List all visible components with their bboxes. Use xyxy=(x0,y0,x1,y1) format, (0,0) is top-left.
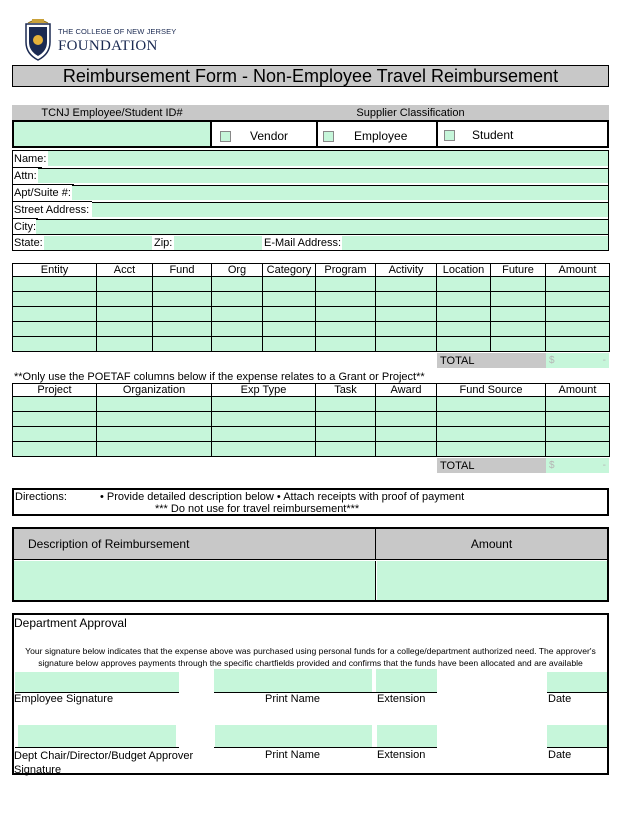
col-amount: Amount xyxy=(546,384,610,397)
poetaf-table xyxy=(12,383,610,457)
date-label-2: Date xyxy=(548,749,572,761)
table-row xyxy=(13,307,610,322)
apt-suite-field[interactable] xyxy=(72,185,608,200)
col-program: Program xyxy=(316,264,376,277)
vendor-option[interactable] xyxy=(220,129,288,143)
employee-extension-field[interactable] xyxy=(376,669,437,692)
poetaf-header-row xyxy=(13,384,610,397)
page-title: Reimbursement Form - Non-Employee Travel Reimbursement xyxy=(12,65,609,87)
chartfield-total-value xyxy=(546,353,609,368)
print-name-label-2: Print Name xyxy=(265,749,321,761)
employee-option[interactable] xyxy=(323,129,407,143)
total-amount: - xyxy=(602,460,606,471)
extension-label: Extension xyxy=(377,693,426,705)
col-exp-type: Exp Type xyxy=(212,384,316,397)
name-field[interactable] xyxy=(48,151,608,166)
email-field[interactable] xyxy=(342,236,608,250)
col-fund: Fund xyxy=(153,264,212,277)
approver-signature-label: Dept Chair/Director/Budget Approver Signature xyxy=(14,750,194,776)
approval-text-line2: signature below approves payments through the specific chartfields provided and confirms that the funds have been allocated and are available xyxy=(38,658,583,668)
logo-text-college: THE COLLEGE OF NEW JERSEY xyxy=(58,27,177,36)
student-label: Student xyxy=(472,128,514,142)
currency-symbol: $ xyxy=(549,460,555,471)
poetaf-note: **Only use the POETAF columns below if the expense relates to a Grant or Project** xyxy=(14,371,425,383)
directions-box xyxy=(12,488,609,516)
approval-text-line1: Your signature below indicates that the expense above was purchased using personal funds for a college/department authorized need. The approver's xyxy=(25,646,596,656)
date-label: Date xyxy=(548,693,572,705)
employee-id-header: TCNJ Employee/Student ID# xyxy=(12,105,212,120)
col-project: Project xyxy=(13,384,97,397)
poetaf-total-value xyxy=(546,458,609,473)
table-row xyxy=(13,427,610,442)
col-organization: Organization xyxy=(97,384,212,397)
chartfield-header-row xyxy=(13,264,610,277)
supplier-classification-header: Supplier Classification xyxy=(212,105,609,120)
street-address-field[interactable] xyxy=(92,202,608,217)
email-label: E-Mail Address: xyxy=(264,237,342,249)
chartfield-table xyxy=(12,263,610,352)
table-row xyxy=(13,337,610,352)
table-row xyxy=(13,442,610,457)
employee-label: Employee xyxy=(354,129,408,143)
zip-field[interactable] xyxy=(174,236,262,250)
description-header: Description of Reimbursement xyxy=(14,529,376,560)
extension-label-2: Extension xyxy=(377,749,426,761)
poetaf-total-label: TOTAL xyxy=(437,458,546,473)
description-field[interactable] xyxy=(14,561,376,600)
zip-label: Zip: xyxy=(154,237,173,249)
directions-label: Directions: xyxy=(15,491,67,503)
employee-signature-field[interactable] xyxy=(15,672,179,692)
college-seal-icon xyxy=(22,18,54,62)
total-amount: - xyxy=(602,355,606,366)
table-row xyxy=(13,277,610,292)
col-location: Location xyxy=(437,264,491,277)
approver-signature-field[interactable] xyxy=(18,725,176,747)
currency-symbol: $ xyxy=(549,355,555,366)
state-field[interactable] xyxy=(44,236,152,250)
table-row xyxy=(13,322,610,337)
state-label: State: xyxy=(14,237,43,249)
employee-id-field[interactable] xyxy=(12,120,212,148)
city-field[interactable] xyxy=(36,219,608,234)
foundation-logo xyxy=(22,18,177,64)
amount-header: Amount xyxy=(376,529,607,560)
print-name-label: Print Name xyxy=(265,693,321,705)
employee-checkbox[interactable] xyxy=(323,131,334,142)
attn-label: Attn: xyxy=(12,167,42,184)
chartfield-total-label: TOTAL xyxy=(437,353,546,368)
directions-line1: • Provide detailed description below • Attach receipts with proof of payment xyxy=(100,491,465,503)
employee-print-name-field[interactable] xyxy=(214,669,372,692)
street-address-label: Street Address: xyxy=(12,201,92,218)
apt-suite-label: Apt/Suite #: xyxy=(12,184,74,201)
approver-extension-field[interactable] xyxy=(377,725,437,747)
approver-print-name-field[interactable] xyxy=(215,725,372,747)
employee-date-field[interactable] xyxy=(547,672,607,692)
vendor-label: Vendor xyxy=(250,129,289,143)
col-award: Award xyxy=(376,384,437,397)
col-org: Org xyxy=(212,264,263,277)
amount-field[interactable] xyxy=(377,561,607,600)
attn-field[interactable] xyxy=(38,168,608,183)
directions-line2: *** Do not use for travel reimbursement*** xyxy=(155,503,360,515)
student-checkbox[interactable] xyxy=(444,130,455,141)
city-label: City: xyxy=(12,218,38,235)
table-row xyxy=(13,412,610,427)
col-acct: Acct xyxy=(97,264,153,277)
table-row xyxy=(13,292,610,307)
col-activity: Activity xyxy=(376,264,437,277)
name-label: Name: xyxy=(14,152,47,165)
employee-signature-label: Employee Signature xyxy=(14,693,114,705)
approver-date-field[interactable] xyxy=(547,725,607,747)
approval-title: Department Approval xyxy=(14,616,127,630)
col-future: Future xyxy=(491,264,546,277)
logo-text-foundation: FOUNDATION xyxy=(58,38,158,54)
col-entity: Entity xyxy=(13,264,97,277)
vendor-checkbox[interactable] xyxy=(220,131,231,142)
student-option[interactable] xyxy=(444,128,513,142)
col-task: Task xyxy=(316,384,376,397)
col-category: Category xyxy=(263,264,316,277)
col-amount: Amount xyxy=(546,264,610,277)
table-row xyxy=(13,397,610,412)
col-fund-source: Fund Source xyxy=(437,384,546,397)
